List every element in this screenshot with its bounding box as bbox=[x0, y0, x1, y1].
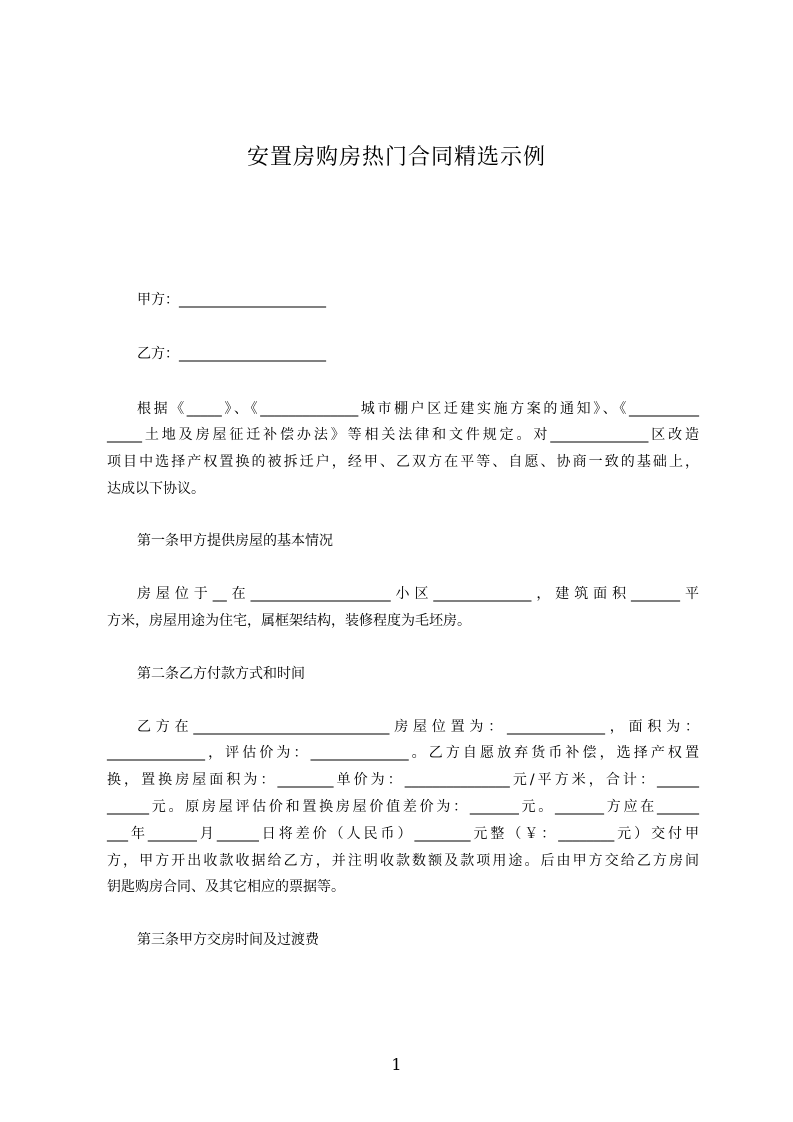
preamble-line-1: 根据《_____》、《______________城市棚户区迁建实施方案的通知》、《__________ bbox=[137, 401, 699, 417]
article-2-line-2: ______________，评估价为：______________。乙方自愿放弃货币补偿，选择产权置 bbox=[107, 745, 699, 761]
article-3-heading: 第三条甲方交房时间及过渡费 bbox=[137, 932, 319, 948]
document-title: 安置房购房热门合同精选示例 bbox=[246, 145, 546, 170]
party-a-line: 甲方：_____________________ bbox=[137, 292, 326, 308]
article-2-line-3: 换，置换房屋面积为：________单价为：_______________元/平方米，合计：______ bbox=[107, 772, 699, 788]
article-2-heading: 第二条乙方付款方式和时间 bbox=[137, 666, 305, 682]
preamble-line-3: 项目中选择产权置换的被拆迁户，经甲、乙双方在平等、自愿、协商一致的基础上， bbox=[107, 454, 699, 470]
article-2-line-6: 方，甲方开出收款收据给乙方，并注明收款数额及款项用途。后由甲方交给乙方房间 bbox=[107, 853, 699, 869]
article-1-heading: 第一条甲方提供房屋的基本情况 bbox=[137, 533, 333, 549]
preamble-line-4: 达成以下协议。 bbox=[107, 481, 205, 497]
preamble-line-2: _____土地及房屋征迁补偿办法》等相关法律和文件规定。对______________区改造 bbox=[107, 427, 699, 443]
article-1-line-1: 房屋位于__在____________________小区______________，建筑面积_______平 bbox=[137, 586, 699, 602]
article-2-line-4: ______元。原房屋评估价和置换房屋价值差价为：_______元。_______方应在______ bbox=[107, 799, 699, 815]
party-b-line: 乙方：_____________________ bbox=[137, 346, 326, 362]
page-number: 1 bbox=[391, 1055, 402, 1074]
article-1-line-2: 方米，房屋用途为住宅，属框架结构，装修程度为毛坯房。 bbox=[107, 613, 471, 629]
article-2-line-7: 钥匙购房合同、及其它相应的票据等。 bbox=[107, 879, 345, 895]
article-2-line-5: ___年_______月______日将差价（人民币）________元整（￥：________元）交付甲 bbox=[107, 826, 699, 842]
article-2-line-1: 乙方在____________________________房屋位置为：______________，面积为： bbox=[137, 719, 699, 735]
